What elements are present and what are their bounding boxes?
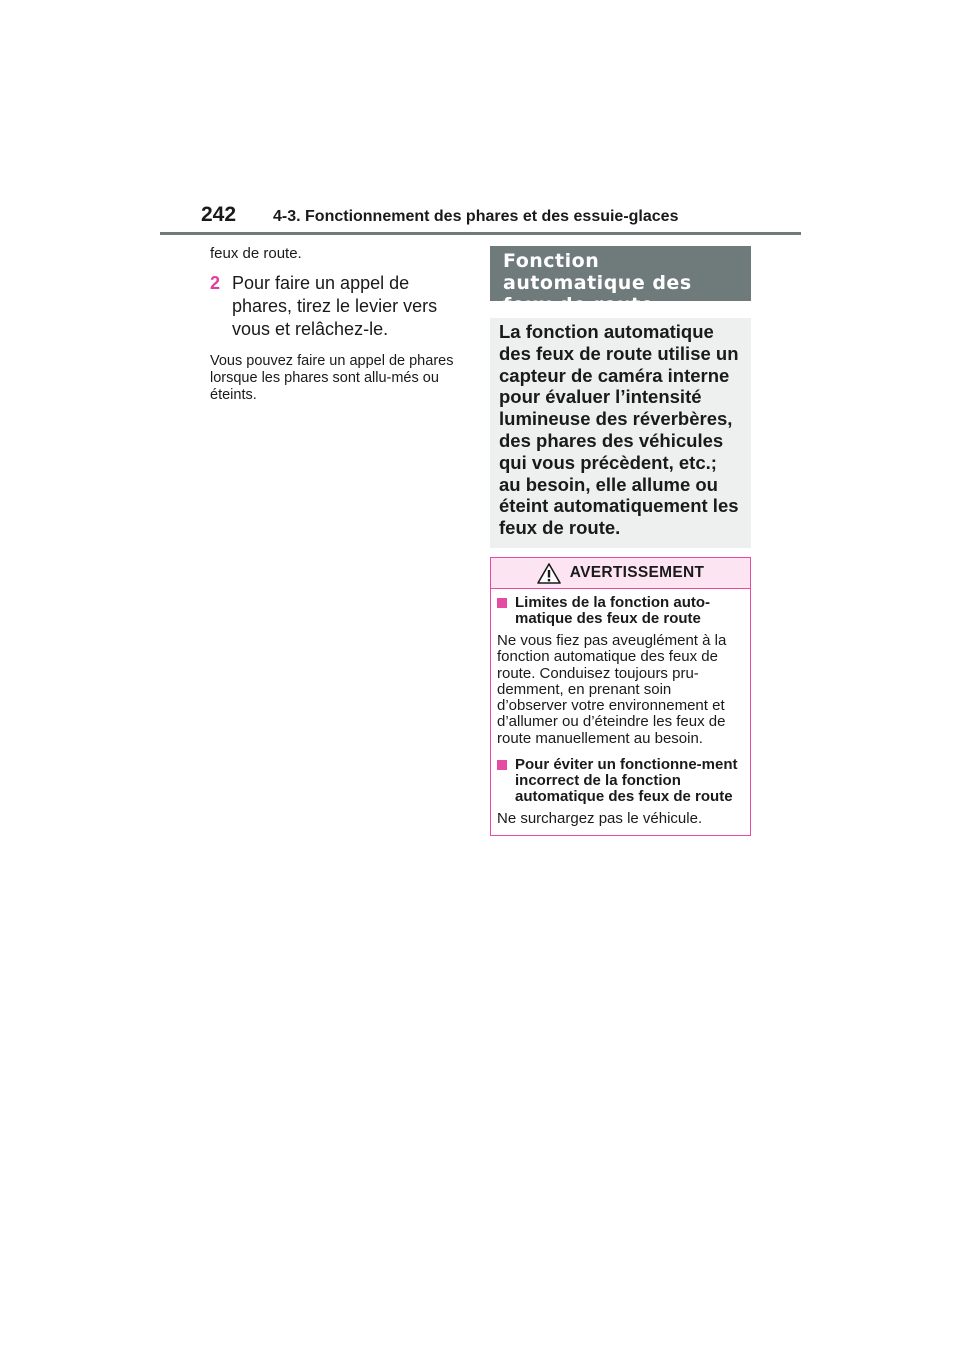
warning-box — [490, 557, 751, 836]
square-bullet-icon — [497, 760, 507, 770]
warning-item-text: Ne vous fiez pas aveuglément à la fonction automatique des feux de route. Conduisez toujours pru-demment, en prenant soin d’observer votre environnement et d’allumer ou d’éteindre les feux de route manuellement au besoin. — [497, 631, 727, 747]
section-title: Fonction automatique des feux de route — [490, 246, 751, 301]
section-header: 4-3. Fonctionnement des phares et des essuie-glaces — [273, 208, 679, 225]
warning-item — [497, 595, 744, 747]
step-number: 2 — [210, 273, 221, 293]
step-text: Pour faire un appel de phares, tirez le levier vers vous et relâchez-le. — [232, 273, 438, 339]
page-number: 242 — [201, 203, 237, 226]
warning-item-title — [497, 595, 744, 627]
step-2 — [210, 272, 465, 341]
warning-item — [497, 757, 744, 827]
left-column — [210, 244, 465, 404]
warning-item-text: Ne surchargez pas le véhicule. — [497, 810, 703, 828]
warning-item-title-text: Limites de la fonction auto-matique des feux de route — [515, 593, 711, 627]
warning-header — [491, 558, 750, 589]
warning-body — [491, 589, 750, 835]
continuation-text: feux de route. — [210, 245, 302, 262]
note-text: Vous pouvez faire un appel de phares lorsque les phares sont allu-més ou éteints. — [210, 353, 454, 403]
header-rule — [160, 232, 801, 235]
right-column — [490, 246, 751, 836]
warning-item-title-text: Pour éviter un fonctionne-ment incorrect de la fonction automatique des feux de route — [515, 756, 738, 806]
warning-item-title — [497, 757, 744, 805]
warning-triangle-icon — [537, 563, 561, 584]
square-bullet-icon — [497, 598, 507, 608]
intro-box: La fonction automatique des feux de route utilise un capteur de caméra interne pour évaluer l’intensité lumineuse des réverbères, des phares des véhicules qui vous précèdent, etc.; au besoin, elle allume ou éteint automatiquement les feux de route. — [490, 318, 751, 548]
warning-label: AVERTISSEMENT — [569, 564, 705, 582]
